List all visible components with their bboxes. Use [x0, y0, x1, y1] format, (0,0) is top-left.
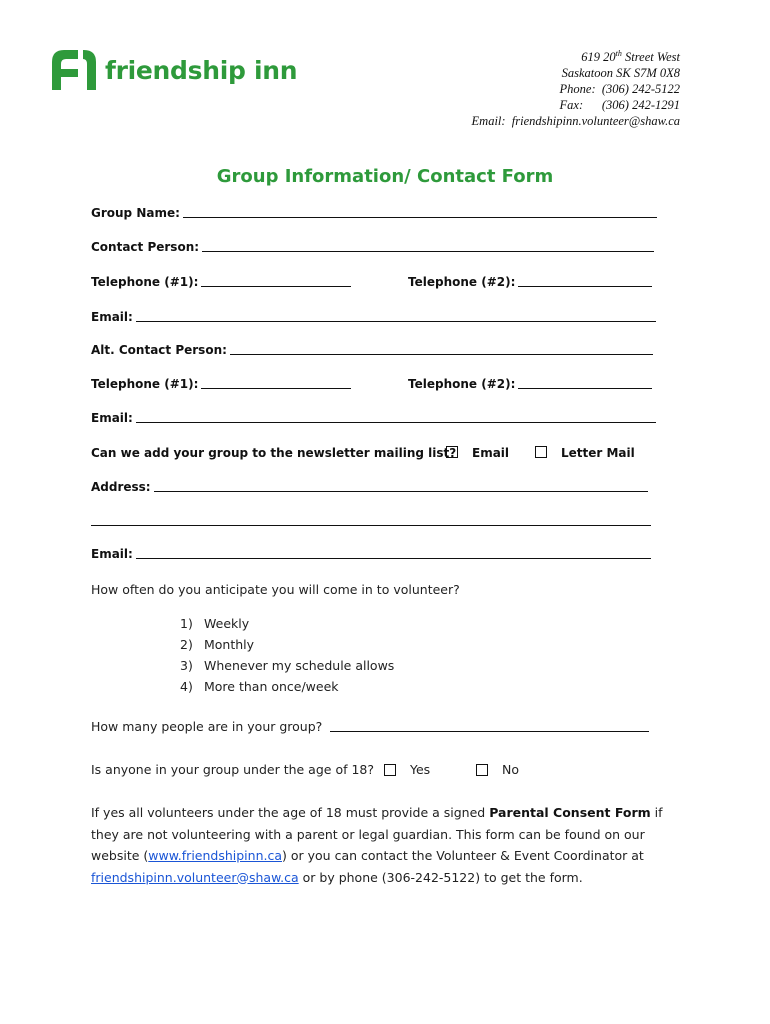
newsletter-question: Can we add your group to the newsletter mailing list? [91, 446, 457, 460]
contact-person-row [91, 240, 654, 254]
telephone-2-row [408, 275, 652, 289]
newsletter-mail-checkbox[interactable] [535, 446, 547, 458]
newsletter-mail-label: Letter Mail [561, 446, 635, 460]
volunteer-email-link[interactable]: friendshipinn.volunteer@shaw.ca [91, 869, 299, 885]
newsletter-mail-option[interactable] [535, 446, 635, 460]
under-18-no-option[interactable] [476, 762, 519, 777]
logo [52, 50, 297, 90]
group-name-label: Group Name: [91, 206, 180, 220]
address-row [91, 480, 648, 494]
alt-email-label: Email: [91, 411, 133, 425]
under-18-yes-option[interactable] [384, 762, 430, 777]
alt-telephone-1-field[interactable] [201, 387, 351, 389]
group-size-field[interactable] [330, 730, 649, 732]
address-email-row [91, 547, 651, 561]
address-field[interactable] [154, 490, 648, 492]
frequency-question: How often do you anticipate you will come in to volunteer? [91, 582, 460, 597]
telephone-1-label: Telephone (#1): [91, 275, 199, 289]
address-phone: Phone: (306) 242-5122 [559, 82, 680, 97]
alt-email-field[interactable] [136, 421, 656, 423]
under-18-no-checkbox[interactable] [476, 764, 488, 776]
newsletter-email-label: Email [472, 446, 510, 460]
group-size-question: How many people are in your group? [91, 719, 323, 734]
address-email-label: Email: [91, 547, 133, 561]
address-fax: Fax: (306) 242-1291 [559, 98, 680, 113]
alt-contact-field[interactable] [230, 353, 653, 355]
group-name-row [91, 206, 657, 220]
frequency-option[interactable]: 3) Whenever my schedule allows [180, 658, 395, 673]
group-size-row [91, 719, 649, 734]
email-field[interactable] [136, 320, 656, 322]
frequency-options [180, 613, 394, 697]
address-city: Saskatoon SK S7M 0X8 [561, 66, 680, 81]
email-label: Email: [91, 310, 133, 324]
group-name-field[interactable] [183, 216, 657, 218]
frequency-option[interactable]: 4) More than once/week [180, 679, 339, 694]
alt-contact-label: Alt. Contact Person: [91, 343, 227, 357]
newsletter-row [91, 446, 456, 460]
under-18-yes-label: Yes [410, 762, 431, 777]
telephone-1-row [91, 275, 351, 289]
alt-telephone-2-field[interactable] [518, 387, 652, 389]
alt-telephone-1-label: Telephone (#1): [91, 377, 199, 391]
frequency-option[interactable]: 2) Monthly [180, 637, 255, 652]
newsletter-email-checkbox[interactable] [446, 446, 458, 458]
address-street: 619 20th Street West [581, 49, 680, 65]
website-link[interactable]: www.friendshipinn.ca [148, 848, 283, 863]
address-label: Address: [91, 480, 151, 494]
address-email-field[interactable] [136, 557, 651, 559]
telephone-2-label: Telephone (#2): [408, 275, 516, 289]
contact-person-field[interactable] [202, 250, 654, 252]
address-block [472, 46, 680, 129]
logo-text: friendship inn [105, 55, 298, 85]
alt-telephone-2-row [408, 377, 652, 391]
friendship-inn-logo-icon [52, 50, 96, 90]
contact-person-label: Contact Person: [91, 240, 200, 254]
email-row [91, 310, 656, 324]
alt-email-row [91, 411, 656, 425]
under-18-yes-checkbox[interactable] [384, 764, 396, 776]
address-line-2-row [91, 514, 651, 528]
alt-telephone-1-row [91, 377, 351, 391]
form-title: Group Information/ Contact Form [216, 166, 554, 187]
under-18-question: Is anyone in your group under the age of 18? [91, 762, 375, 777]
consent-paragraph: If yes all volunteers under the age of 18 must provide a signed Parental Consent Form if they are not volunteering with a parent or legal guardian. This form can be found on our website (www.friendshipinn.ca) or you can contact the Volunteer & Event Coordinator at friendshipinn.volunteer@shaw.ca or by phone (306-242-5122) to get the form. [91, 805, 663, 885]
frequency-option[interactable]: 1) Weekly [180, 616, 250, 631]
alt-telephone-2-label: Telephone (#2): [408, 377, 516, 391]
telephone-1-field[interactable] [201, 285, 351, 287]
telephone-2-field[interactable] [518, 285, 652, 287]
address-email: Email: friendshipinn.volunteer@shaw.ca [471, 114, 680, 129]
under-18-no-label: No [502, 762, 519, 777]
alt-contact-row [91, 343, 653, 357]
address-field-2[interactable] [91, 524, 651, 526]
newsletter-email-option[interactable] [446, 446, 509, 460]
parental-consent-form-text: Parental Consent Form [489, 805, 651, 820]
